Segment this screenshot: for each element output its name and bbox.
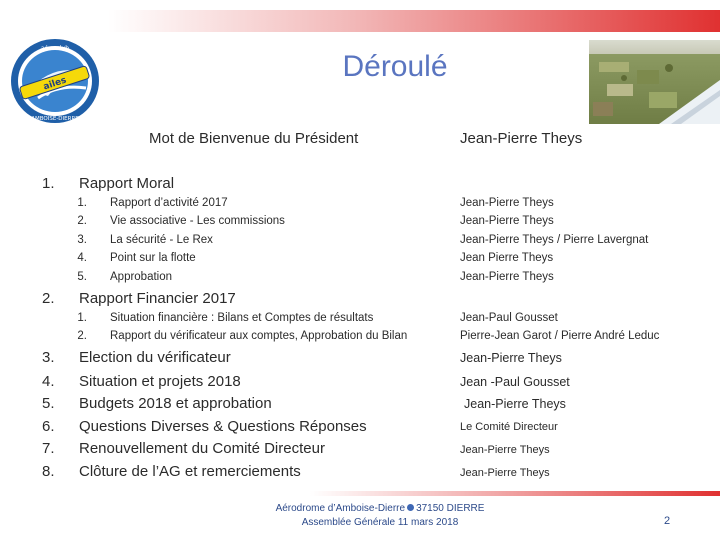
sub-number: 1.	[77, 197, 87, 209]
sub-item-label: Point sur la flotte	[110, 252, 196, 264]
sub-item-presenter: Jean-Paul Gousset	[460, 312, 558, 324]
sub-item-label: Rapport du vérificateur aux comptes, Approbation du Bilan	[110, 330, 408, 342]
agenda-intro-label: Mot de Bienvenue du Président	[149, 130, 359, 147]
sub-item-presenter: Jean-Pierre Theys	[460, 215, 554, 227]
agenda-number: 8.	[42, 463, 55, 480]
aerial-photo	[589, 40, 720, 124]
svg-text:ailes: ailes	[42, 75, 68, 93]
agenda-number: 4.	[42, 373, 55, 390]
sub-number: 5.	[77, 271, 87, 283]
agenda-item-label: Election du vérificateur	[79, 349, 231, 366]
agenda-intro-presenter: Jean-Pierre Theys	[460, 130, 583, 147]
agenda-item-presenter: Jean-Pierre Theys	[460, 467, 550, 479]
footer-event: Assemblée Générale 11 mars 2018	[301, 517, 459, 528]
bullet-dot-icon	[407, 504, 414, 511]
agenda-item-presenter: Jean-Pierre Theys	[460, 444, 550, 456]
agenda-number: 7.	[42, 440, 55, 457]
svg-text:AMBOISE-DIERRE: AMBOISE-DIERRE	[31, 116, 79, 122]
agenda-number: 6.	[42, 418, 55, 435]
svg-text:aéro-club: aéro-club	[40, 45, 70, 52]
sub-item-label: La sécurité - Le Rex	[110, 234, 213, 246]
sub-item-label: Vie associative - Les commissions	[110, 215, 285, 227]
sub-item-presenter: Pierre-Jean Garot / Pierre André Leduc	[460, 330, 660, 342]
agenda-item-presenter: Le Comité Directeur	[460, 421, 558, 433]
agenda-item-label: Rapport Financier 2017	[79, 290, 236, 307]
agenda-item-label: Rapport Moral	[79, 175, 175, 192]
page-number: 2	[664, 515, 671, 527]
sub-number: 2.	[77, 330, 87, 342]
sub-number: 3.	[77, 234, 87, 246]
bottom-decorative-bar	[310, 491, 720, 496]
sub-number: 4.	[77, 252, 87, 264]
sub-item-label: Approbation	[110, 271, 173, 283]
agenda-item-label: Clôture de l’AG et remerciements	[79, 463, 301, 480]
sub-number: 1.	[77, 312, 87, 324]
agenda-item-label: Questions Diverses & Questions Réponses	[79, 418, 367, 435]
agenda-item-presenter: Jean -Paul Gousset	[460, 375, 570, 389]
sub-item-label: Situation financière : Bilans et Comptes de résultats	[110, 312, 374, 324]
footer	[250, 502, 510, 530]
sub-item-presenter: Jean-Pierre Theys	[460, 197, 554, 209]
agenda-number: 2.	[42, 290, 55, 307]
top-decorative-bar	[108, 10, 720, 32]
sub-item-presenter: Jean-Pierre Theys	[460, 271, 554, 283]
agenda-item-presenter: Jean-Pierre Theys	[460, 351, 562, 365]
agenda-item-label: Situation et projets 2018	[79, 373, 241, 390]
agenda-item-presenter: Jean-Pierre Theys	[464, 397, 566, 411]
sub-item-label: Rapport d’activité 2017	[110, 197, 228, 209]
agenda-item-label: Renouvellement du Comité Directeur	[79, 440, 325, 457]
footer-address-line	[250, 502, 510, 516]
footer-postcode: 37150 DIERRE	[416, 503, 485, 514]
aeroclub-logo	[8, 36, 102, 126]
sub-item-presenter: Jean-Pierre Theys / Pierre Lavergnat	[460, 234, 649, 246]
agenda-number: 5.	[42, 395, 55, 412]
agenda-number: 3.	[42, 349, 55, 366]
footer-venue: Aérodrome d’Amboise-Dierre	[275, 503, 406, 514]
agenda-item-label: Budgets 2018 et approbation	[79, 395, 272, 412]
agenda-number: 1.	[42, 175, 55, 192]
sub-item-presenter: Jean Pierre Theys	[460, 252, 554, 264]
sub-number: 2.	[77, 215, 87, 227]
slide-title: Déroulé	[342, 50, 448, 83]
